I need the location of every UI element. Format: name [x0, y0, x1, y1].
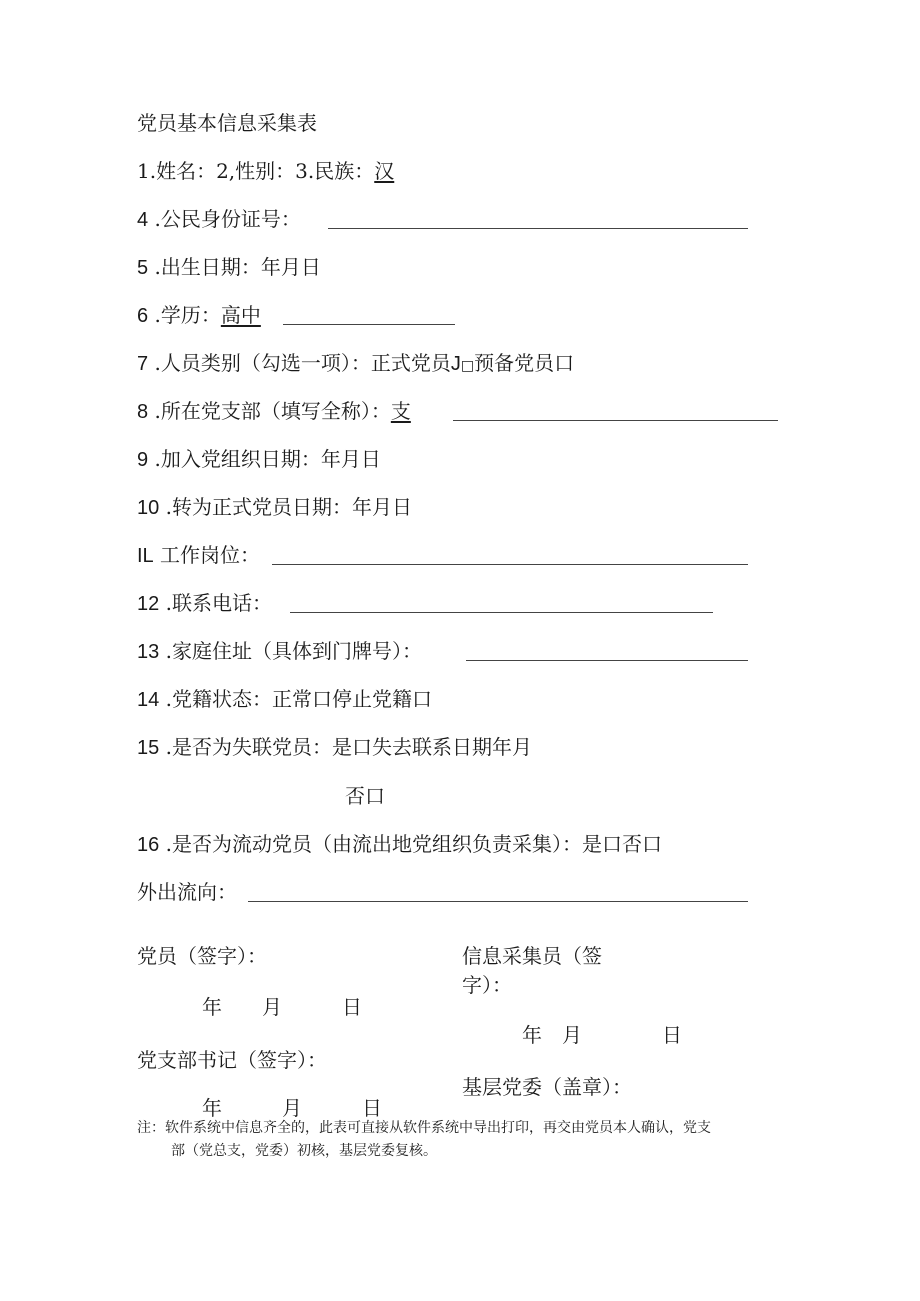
field-full-member-date [137, 494, 412, 521]
field-label: .是否为流动党员（由流出地党组织负责采集）：是口否口 [165, 832, 662, 856]
address-blank[interactable] [466, 660, 748, 661]
field-phone [137, 590, 272, 617]
field-label: .党籍状态：正常口停止党籍口 [165, 687, 432, 711]
field-id-number [137, 206, 301, 233]
field-label: .加入党组织日期：年月日 [154, 447, 381, 471]
field-label: .公民身份证号： [154, 207, 301, 231]
job-position-blank[interactable] [272, 564, 748, 565]
field-lost-contact [137, 734, 532, 761]
outflow-blank[interactable] [248, 901, 748, 902]
field-label-probationary: 预备党员口 [474, 351, 575, 375]
field-name-gender-ethnicity [137, 158, 394, 184]
field-number: 4 [137, 209, 149, 231]
footnote-line-1: 注：软件系统中信息齐全的，此表可直接从软件系统中导出打印，再交由党员本人确认，党支 [137, 1120, 711, 1136]
field-join-date [137, 446, 381, 473]
field-number: 8 [137, 401, 149, 423]
education-value[interactable]: 高中 [220, 303, 261, 327]
field-party-branch [137, 398, 411, 425]
collector-signature-label-cont: 字）： [462, 973, 512, 997]
page-title: 党员基本信息采集表 [137, 111, 317, 135]
field-label: .出生日期：年月日 [154, 255, 321, 279]
member-signature-label: 党员（签字）： [137, 944, 267, 968]
field-personnel-category [137, 350, 574, 379]
field-number: IL [137, 545, 154, 567]
secretary-signature-label: 党支部书记（签字）： [137, 1048, 327, 1072]
field-mobile-member [137, 831, 662, 858]
phone-blank[interactable] [290, 612, 713, 613]
field-number: 13 [137, 641, 160, 663]
field-number: 15 [137, 737, 160, 759]
field-number: 5 [137, 257, 149, 279]
field-label: 1.姓名：2,性别：3.民族： [137, 159, 375, 183]
field-label: .学历： [154, 303, 221, 327]
collector-signature-date: 年 月 日 [522, 1023, 682, 1047]
field-number: 14 [137, 689, 160, 711]
lost-contact-no-option[interactable]: 否口 [345, 784, 385, 808]
footnote-line-2: 部（党总支，党委）初核，基层党委复核。 [171, 1143, 437, 1159]
member-signature-date: 年 月 日 [202, 995, 362, 1019]
ethnicity-value[interactable]: 汉 [374, 159, 395, 183]
branch-value[interactable]: 支 [390, 399, 411, 423]
field-membership-status [137, 686, 432, 713]
committee-seal-label: 基层党委（盖章）： [462, 1075, 632, 1099]
field-home-address [137, 638, 422, 665]
field-label: 工作岗位： [160, 543, 261, 567]
field-number: 10 [137, 497, 160, 519]
field-birth-date [137, 254, 321, 281]
field-number: 16 [137, 834, 160, 856]
collector-signature-label: 信息采集员（签 [462, 944, 602, 968]
check-mark: J [450, 353, 461, 375]
field-label: .转为正式党员日期：年月日 [165, 495, 412, 519]
field-number: 6 [137, 305, 149, 327]
field-number: 12 [137, 593, 160, 615]
checkbox-icon[interactable]: □ [460, 358, 475, 374]
field-outflow-direction: 外出流向： [137, 880, 237, 904]
field-label: .人员类别（勾选一项）：正式党员 [154, 351, 451, 375]
field-number: 7 [137, 353, 149, 375]
field-number: 9 [137, 449, 149, 471]
field-label: .联系电话： [165, 591, 272, 615]
field-job-position [137, 542, 260, 569]
field-label: .所在党支部（填写全称）： [154, 399, 391, 423]
education-blank[interactable] [283, 324, 455, 325]
field-education [137, 302, 261, 329]
id-number-blank[interactable] [328, 228, 748, 229]
field-label: .是否为失联党员：是口失去联系日期年月 [165, 735, 532, 759]
secretary-signature-date: 年 月 日 [202, 1096, 382, 1120]
field-label: .家庭住址（具体到门牌号）： [165, 639, 422, 663]
branch-blank[interactable] [453, 420, 778, 421]
